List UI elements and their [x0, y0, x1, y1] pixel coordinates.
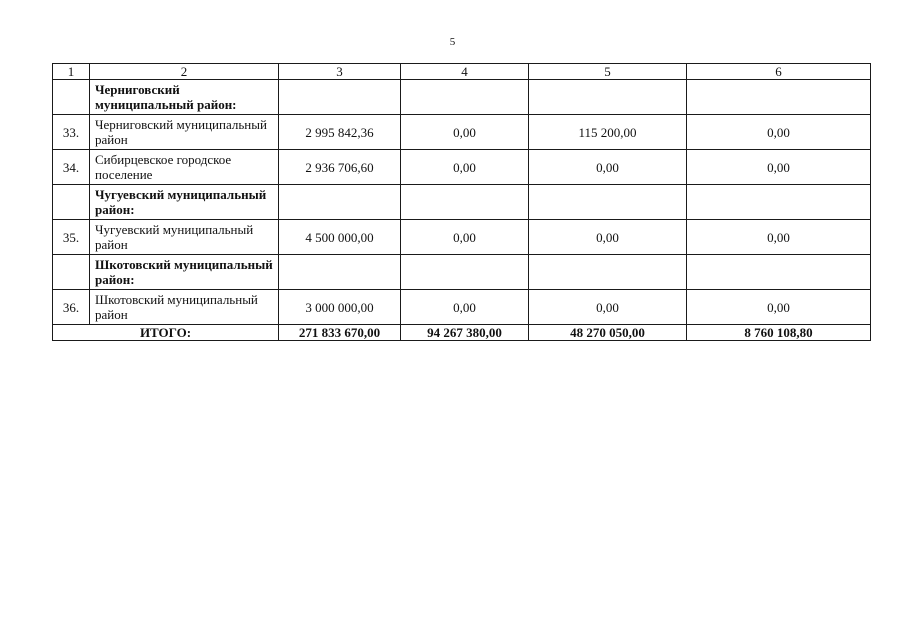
page-number: 5 — [449, 36, 456, 48]
header-cell: 6 — [687, 64, 871, 80]
value-cell: 0,00 — [687, 220, 871, 255]
value-cell: 0,00 — [687, 115, 871, 150]
value-cell: 0,00 — [529, 220, 687, 255]
header-cell: 4 — [401, 64, 529, 80]
group-row — [53, 255, 871, 290]
table-row — [53, 115, 871, 150]
value-cell: 0,00 — [687, 150, 871, 185]
table-row — [53, 290, 871, 325]
group-name: Шкотовский муниципальный район: — [90, 255, 279, 290]
value-cell: 0,00 — [401, 220, 529, 255]
total-row — [53, 325, 871, 341]
total-value: 94 267 380,00 — [401, 325, 529, 341]
entity-name: Сибирцевское городское поселение — [90, 150, 279, 185]
value-cell — [401, 255, 529, 290]
entity-name: Шкотовский муниципальный район — [90, 290, 279, 325]
total-value: 8 760 108,80 — [687, 325, 871, 341]
header-cell: 5 — [529, 64, 687, 80]
value-cell: 4 500 000,00 — [279, 220, 401, 255]
value-cell: 0,00 — [687, 290, 871, 325]
value-cell — [279, 185, 401, 220]
value-cell — [279, 255, 401, 290]
header-cell: 3 — [279, 64, 401, 80]
header-cell: 1 — [53, 64, 90, 80]
header-row — [53, 64, 871, 80]
group-name: Черниговский муниципальный район: — [90, 80, 279, 115]
value-cell: 0,00 — [529, 290, 687, 325]
value-cell: 2 995 842,36 — [279, 115, 401, 150]
table-row — [53, 220, 871, 255]
total-value: 48 270 050,00 — [529, 325, 687, 341]
entity-name: Черниговский муниципальный район — [90, 115, 279, 150]
row-number — [53, 80, 90, 115]
header-cell: 2 — [90, 64, 279, 80]
value-cell — [401, 185, 529, 220]
value-cell — [401, 80, 529, 115]
group-name: Чугуевский муниципальный район: — [90, 185, 279, 220]
value-cell — [687, 185, 871, 220]
row-number — [53, 255, 90, 290]
row-number: 33. — [53, 115, 90, 150]
value-cell — [529, 255, 687, 290]
value-cell: 2 936 706,60 — [279, 150, 401, 185]
total-label: ИТОГО: — [53, 325, 279, 341]
budget-table — [52, 63, 871, 341]
row-number: 35. — [53, 220, 90, 255]
group-row — [53, 185, 871, 220]
row-number: 34. — [53, 150, 90, 185]
table-row — [53, 150, 871, 185]
value-cell: 0,00 — [401, 290, 529, 325]
group-row — [53, 80, 871, 115]
value-cell: 3 000 000,00 — [279, 290, 401, 325]
value-cell: 0,00 — [529, 150, 687, 185]
value-cell — [279, 80, 401, 115]
value-cell — [529, 185, 687, 220]
total-value: 271 833 670,00 — [279, 325, 401, 341]
value-cell: 0,00 — [401, 150, 529, 185]
value-cell — [529, 80, 687, 115]
value-cell: 115 200,00 — [529, 115, 687, 150]
value-cell — [687, 255, 871, 290]
entity-name: Чугуевский муниципальный район — [90, 220, 279, 255]
row-number: 36. — [53, 290, 90, 325]
value-cell — [687, 80, 871, 115]
row-number — [53, 185, 90, 220]
value-cell: 0,00 — [401, 115, 529, 150]
